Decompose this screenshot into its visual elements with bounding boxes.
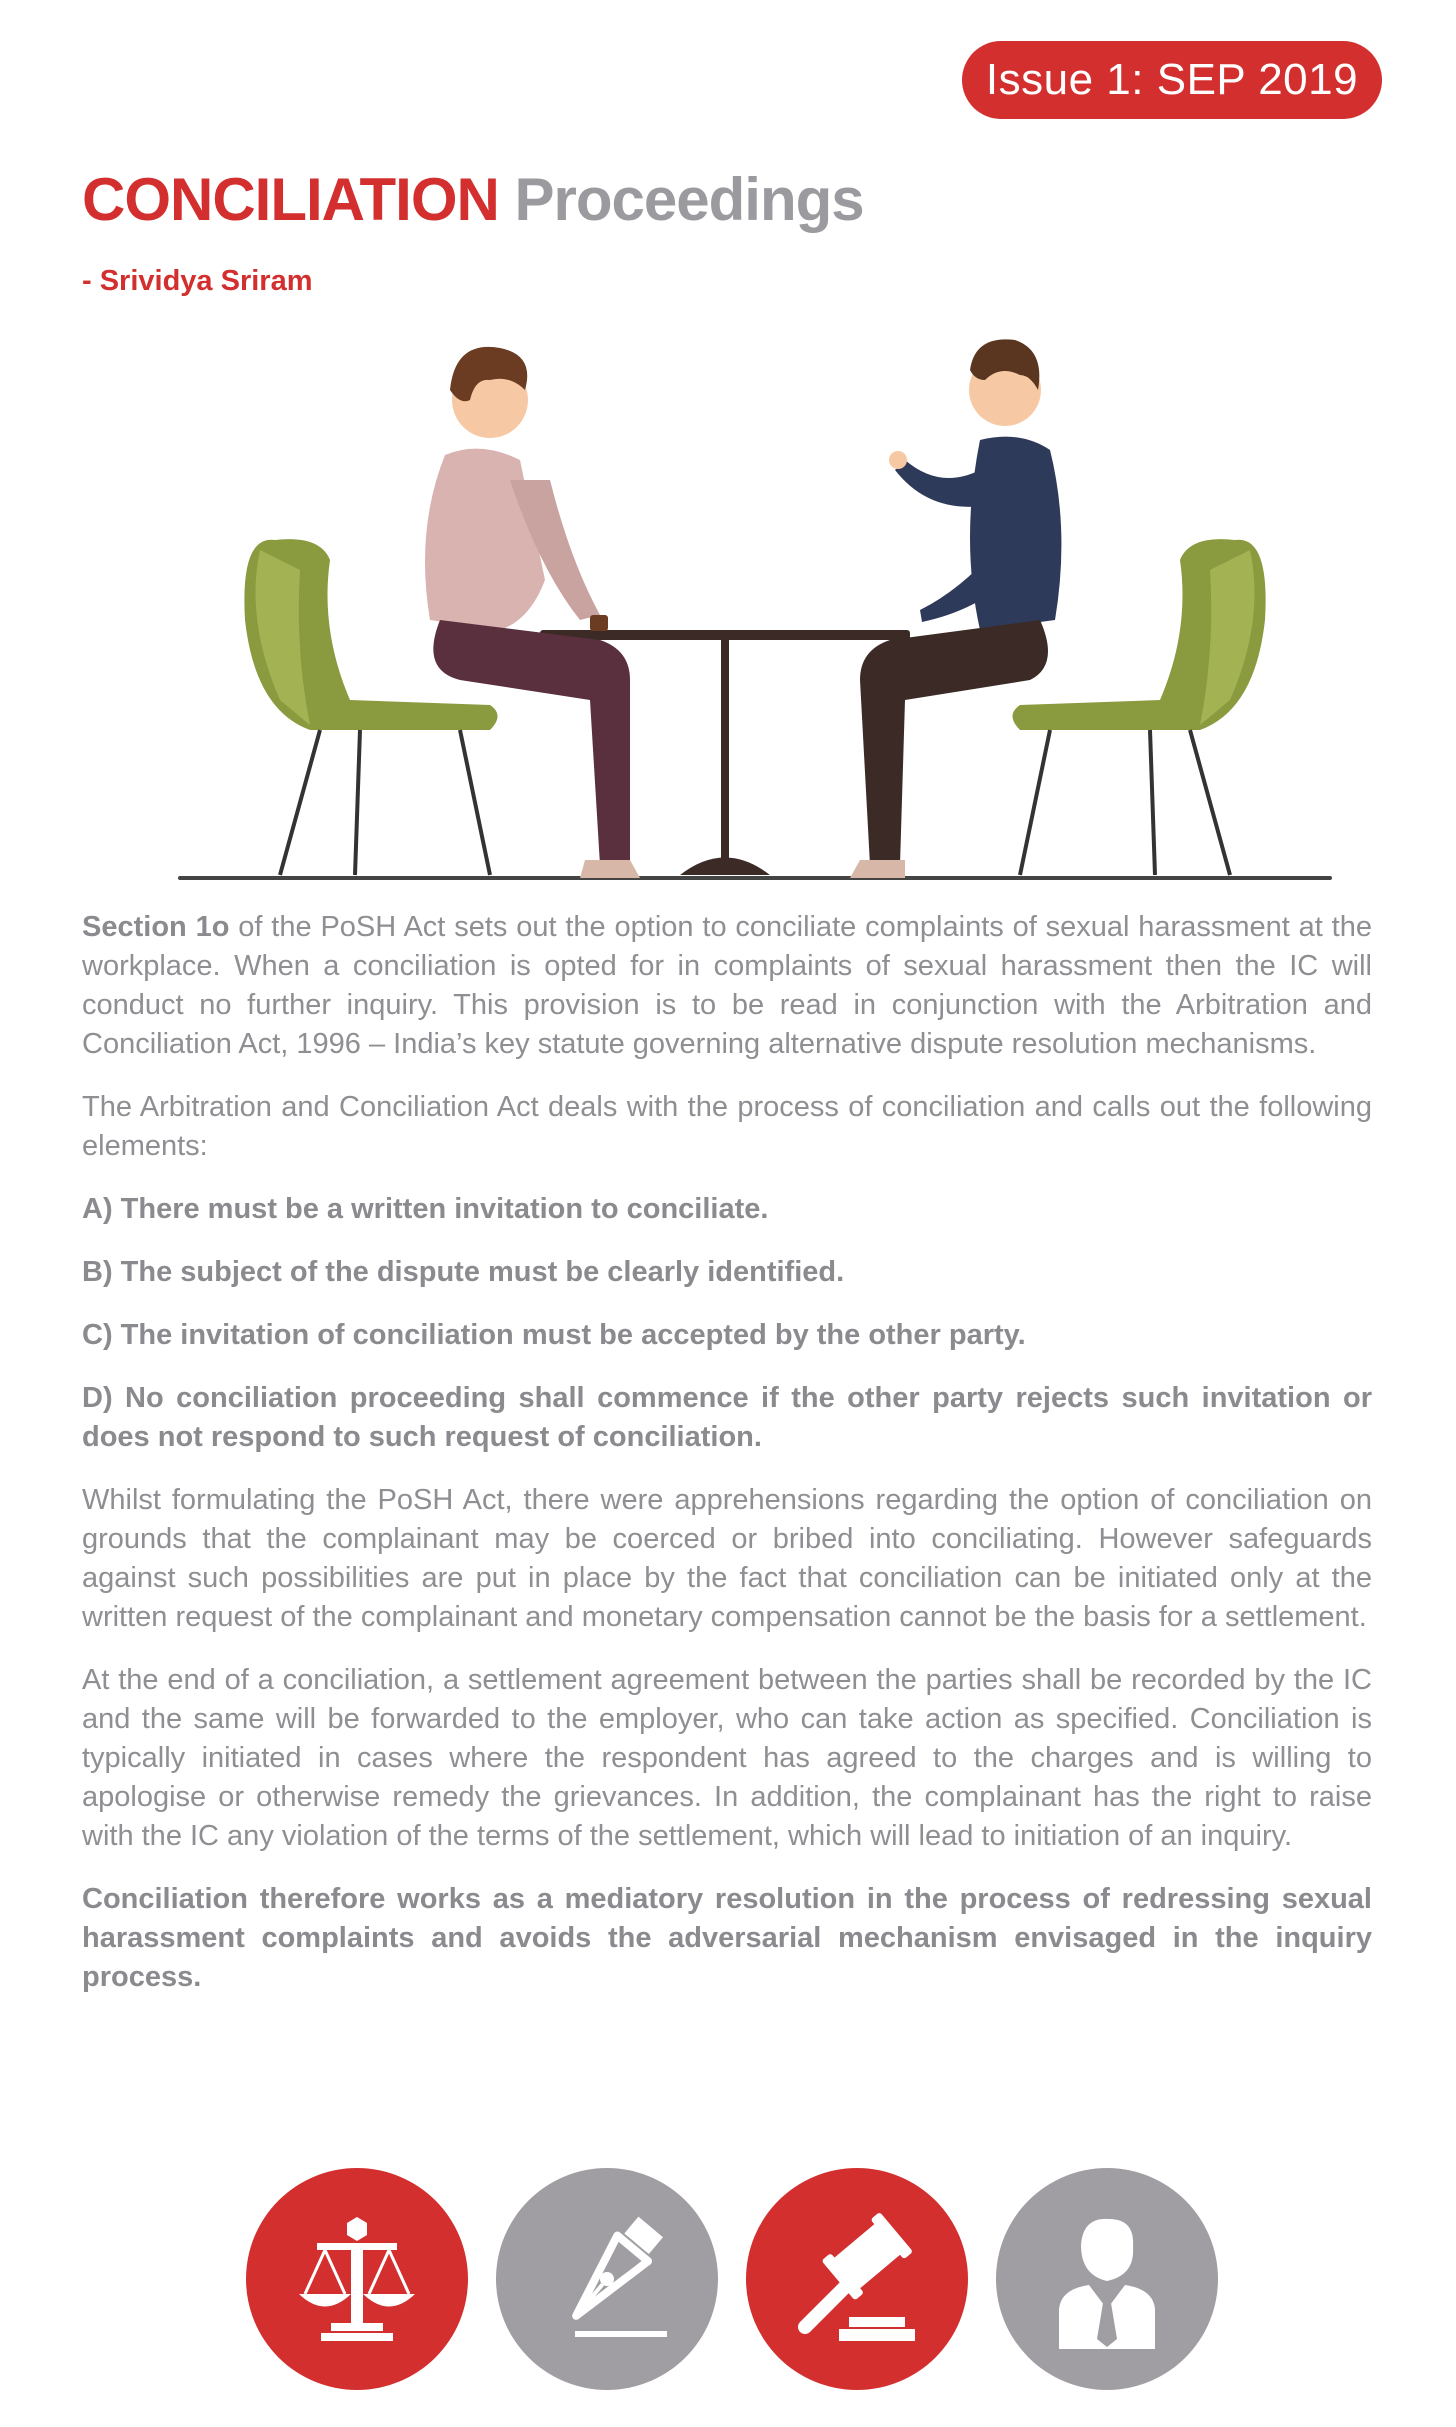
paragraph-intro-text: of the PoSH Act sets out the option to conciliate complaints of sexual harassment at the workplace. When a conciliation is opted for in complaints of sexual harassment then the IC will conduct no further inquiry. This provision is to be read in conjunction with the Arbitration and Conciliation Act, 1996 – India’s key statute governing alternative dispute resolution mechanisms. [82,911,1372,1060]
left-person [425,347,640,878]
paragraph-act: The Arbitration and Conciliation Act deals with the process of conciliation and calls out the following elements: [82,1091,1372,1162]
meeting-illustration [160,320,1350,890]
author-byline: - Srividya Sriram [82,265,313,297]
page-title [82,165,864,234]
right-person [850,339,1061,878]
title-conciliation: CONCILIATION [82,166,499,233]
list-item: A) There must be a written invitation to conciliate. [82,1193,769,1225]
fountain-pen-icon [496,2168,718,2390]
icon-row [246,2168,1216,2392]
section-reference: Section 1o [82,911,230,943]
paragraph-settlement: At the end of a conciliation, a settlement agreement between the parties shall be recorded by the IC and the same will be forwarded to the employer, who can take action as specified. Conciliation is typically initiated in cases where the respondent has agreed to the charges and is willing to apologise or otherwise remedy the grievances. In addition, the complainant has the right to raise with the IC any violation of the terms of the settlement, which will lead to initiation of an inquiry. [82,1664,1372,1852]
businessman-icon [996,2168,1218,2390]
issue-badge: Issue 1: SEP 2019 [962,41,1382,119]
gavel-icon [746,2168,968,2390]
list-item: D) No conciliation proceeding shall commence if the other party rejects such invitation or does not respond to such request of conciliation. [82,1382,1372,1453]
paragraph-safeguards: Whilst formulating the PoSH Act, there were apprehensions regarding the option of conciliation on grounds that the complainant may be coerced or bribed into conciliating. However safeguards against such possibilities are put in place by the fact that conciliation can be initiated only at the written request of the complainant and monetary compensation cannot be the basis for a settlement. [82,1484,1372,1633]
paragraph-conclusion: Conciliation therefore works as a mediatory resolution in the process of redressing sexual harassment complaints and avoids the adversarial mechanism envisaged in the inquiry process. [82,1883,1372,1993]
scales-icon [246,2168,468,2390]
paragraph-intro [82,908,1372,1064]
article-body [82,908,1372,2021]
list-item: C) The invitation of conciliation must be accepted by the other party. [82,1319,1026,1351]
list-item: B) The subject of the dispute must be clearly identified. [82,1256,845,1288]
title-proceedings: Proceedings [514,166,864,233]
